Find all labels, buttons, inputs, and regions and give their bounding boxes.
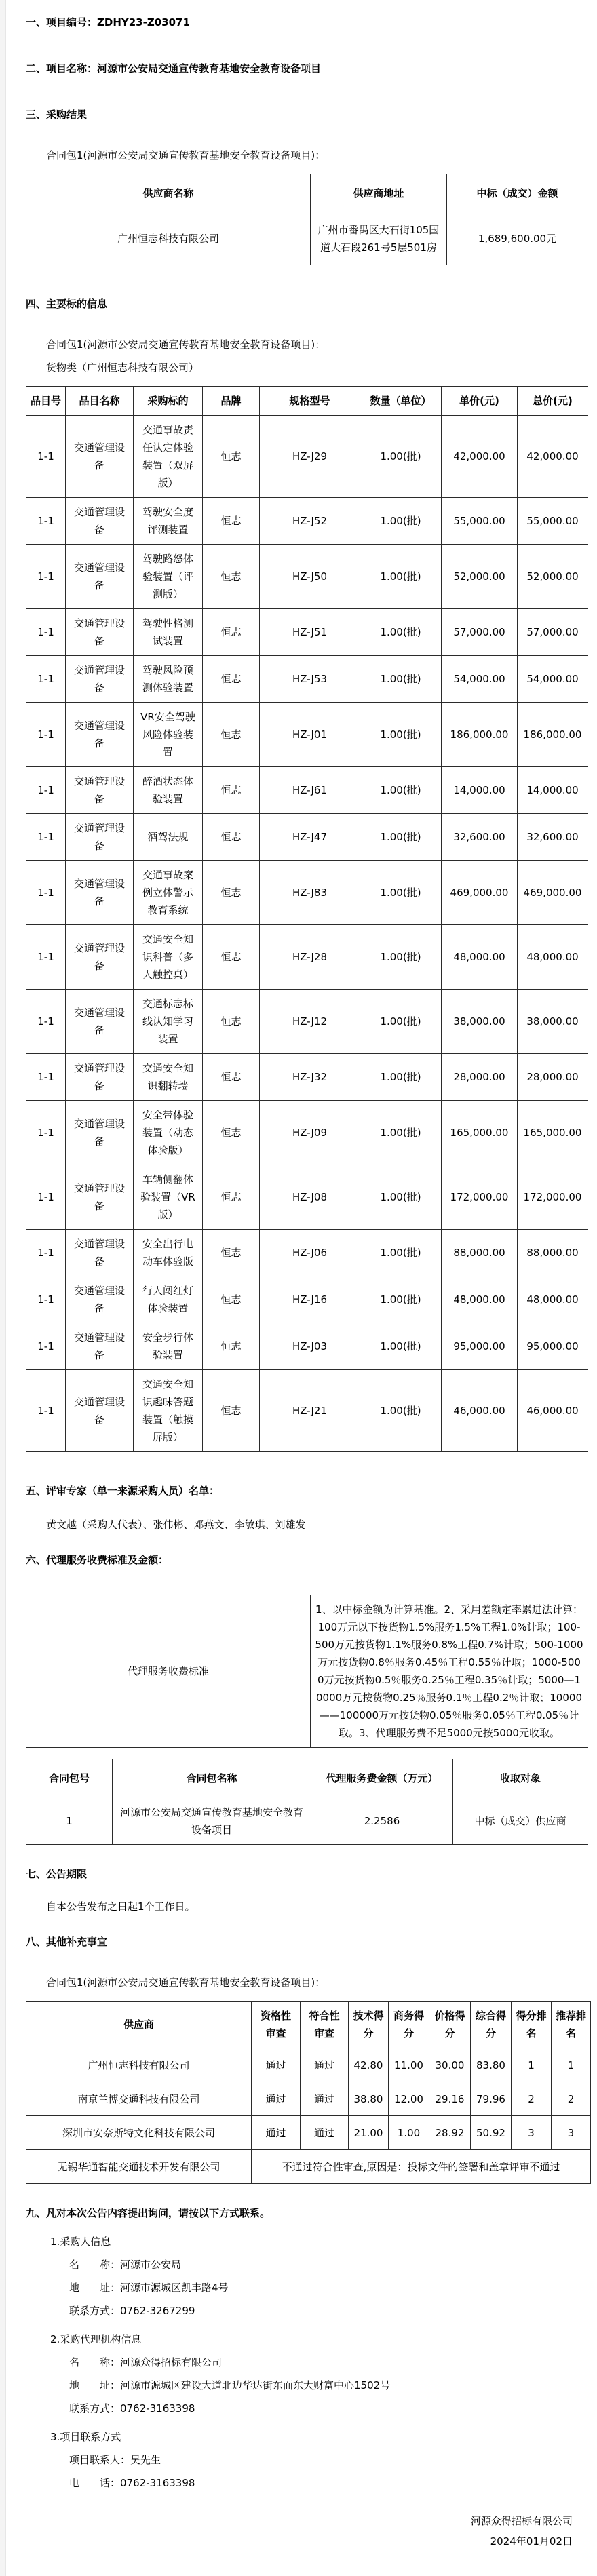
subject-cell: 交通事故案例立体警示教育系统 bbox=[134, 861, 203, 925]
table-row bbox=[26, 1101, 588, 1165]
brand-cell: 恒志 bbox=[203, 767, 260, 814]
total-price-cell: 95,000.00 bbox=[518, 1323, 588, 1370]
model-cell: HZ-J61 bbox=[260, 767, 360, 814]
project-name-heading: 二、项目名称：河源市公安局交通宣传教育基地安全教育设备项目 bbox=[26, 62, 322, 75]
total-price-cell: 469,000.00 bbox=[518, 861, 588, 925]
total-price-cell: 52,000.00 bbox=[518, 545, 588, 609]
unit-price-cell: 55,000.00 bbox=[442, 498, 518, 545]
item-no-cell: 1-1 bbox=[26, 1054, 66, 1101]
model-cell: HZ-J06 bbox=[260, 1230, 360, 1276]
item-name-cell: 交通管理设备 bbox=[66, 1323, 134, 1370]
agency-fee-heading: 六、代理服务收费标准及金额： bbox=[26, 1554, 169, 1566]
table-row bbox=[26, 416, 588, 498]
supplier-cell: 南京兰博交通科技有限公司 bbox=[26, 2082, 252, 2116]
table-row bbox=[26, 1230, 588, 1276]
col-subject: 采购标的 bbox=[134, 387, 203, 416]
col-supplier-name: 供应商名称 bbox=[26, 174, 311, 212]
result-package-label: 合同包1(河源市公安局交通宣传教育基地安全教育设备项目)： bbox=[46, 149, 326, 161]
supplier-cell: 广州恒志科技有限公司 bbox=[26, 2048, 252, 2082]
quantity-cell: 1.00(批) bbox=[360, 1323, 442, 1370]
model-cell: HZ-J16 bbox=[260, 1276, 360, 1323]
quantity-cell: 1.00(批) bbox=[360, 703, 442, 767]
col-price-score: 价格得分 bbox=[429, 2002, 471, 2048]
brand-cell: 恒志 bbox=[203, 990, 260, 1054]
purchaser-address-label: 地 址： bbox=[69, 2282, 121, 2294]
item-name-cell: 交通管理设备 bbox=[66, 1165, 134, 1230]
recommend-rank-cell: 2 bbox=[552, 2082, 591, 2116]
item-no-cell: 1-1 bbox=[26, 498, 66, 545]
table-row bbox=[26, 2048, 591, 2082]
model-cell: HZ-J08 bbox=[260, 1165, 360, 1230]
agency-name-label: 名 称： bbox=[69, 2356, 121, 2368]
col-fee-amount: 代理服务费金额（万元） bbox=[311, 1759, 453, 1797]
item-no-cell: 1-1 bbox=[26, 609, 66, 656]
total-price-cell: 186,000.00 bbox=[518, 703, 588, 767]
total-price-cell: 54,000.00 bbox=[518, 656, 588, 703]
model-cell: HZ-J32 bbox=[260, 1054, 360, 1101]
unit-price-cell: 172,000.00 bbox=[442, 1165, 518, 1230]
total-price-cell: 42,000.00 bbox=[518, 416, 588, 498]
table-row bbox=[26, 767, 588, 814]
tech-score-cell: 38.80 bbox=[349, 2082, 389, 2116]
subject-cell: 驾驶路怒体验装置（评测版） bbox=[134, 545, 203, 609]
supplier-cell: 深圳市安奈斯特文化科技有限公司 bbox=[26, 2116, 252, 2150]
item-name-cell: 交通管理设备 bbox=[66, 925, 134, 990]
price-score-cell: 30.00 bbox=[429, 2048, 471, 2082]
table-row bbox=[26, 498, 588, 545]
model-cell: HZ-J51 bbox=[260, 609, 360, 656]
model-cell: HZ-J01 bbox=[260, 703, 360, 767]
biz-score-cell: 12.00 bbox=[389, 2082, 429, 2116]
col-total-price: 总价(元) bbox=[518, 387, 588, 416]
table-row bbox=[26, 1165, 588, 1230]
col-supplier-address: 供应商地址 bbox=[311, 174, 447, 212]
quantity-cell: 1.00(批) bbox=[360, 925, 442, 990]
subject-cell: 驾驶性格测试装置 bbox=[134, 609, 203, 656]
supplier-address-cell: 广州市番禺区大石街105国道大石段261号5层501房 bbox=[311, 212, 447, 265]
table-header-row bbox=[26, 2002, 591, 2048]
unit-price-cell: 52,000.00 bbox=[442, 545, 518, 609]
table-row bbox=[26, 814, 588, 861]
fee-standard-text-cell: 1、以中标金额为计算基准。2、采用差额定率累进法计算：100万元以下按货物1.5%服务1.5%工程1.0%计取；100-500万元按货物1.1%服务0.8%工程0.7%计取；500-1000万元按货物0.8％服务0.45％工程0.55％计取；1000-5000万元按货物0.5％服务0.25％工程0.35％计取；5000—10000万元按货物0.25％服务0.1％工程0.2％计取；10000——100000万元按货物0.05％服务0.05％工程0.05％计取。3、代理服务费不足5000元按5000元收取。 bbox=[311, 1595, 588, 1748]
brand-cell: 恒志 bbox=[203, 1370, 260, 1452]
procurement-result-table bbox=[26, 174, 588, 265]
project-tel-value: 0762-3163398 bbox=[120, 2477, 195, 2489]
total-price-cell: 46,000.00 bbox=[518, 1370, 588, 1452]
subject-cell: 交通标志标线认知学习装置 bbox=[134, 990, 203, 1054]
table-row bbox=[26, 1054, 588, 1101]
score-rank-cell: 1 bbox=[512, 2048, 552, 2082]
col-biz-score: 商务得分 bbox=[389, 2002, 429, 2048]
subject-package-label: 合同包1(河源市公安局交通宣传教育基地安全教育设备项目)： bbox=[46, 338, 326, 351]
subject-cell: 酒驾法规 bbox=[134, 814, 203, 861]
model-cell: HZ-J53 bbox=[260, 656, 360, 703]
fee-amount-cell: 2.2586 bbox=[311, 1797, 453, 1845]
project-tel-line bbox=[69, 2476, 588, 2491]
table-header-row bbox=[26, 1759, 588, 1797]
item-no-cell: 1-1 bbox=[26, 814, 66, 861]
recommend-rank-cell: 1 bbox=[552, 2048, 591, 2082]
brand-cell: 恒志 bbox=[203, 814, 260, 861]
supplier-review-table bbox=[26, 2001, 591, 2184]
brand-cell: 恒志 bbox=[203, 703, 260, 767]
agency-fee-standard-table bbox=[26, 1595, 588, 1748]
quantity-cell: 1.00(批) bbox=[360, 814, 442, 861]
unit-price-cell: 186,000.00 bbox=[442, 703, 518, 767]
model-cell: HZ-J50 bbox=[260, 545, 360, 609]
item-name-cell: 交通管理设备 bbox=[66, 990, 134, 1054]
col-brand: 品牌 bbox=[203, 387, 260, 416]
quantity-cell: 1.00(批) bbox=[360, 1101, 442, 1165]
score-rank-cell: 2 bbox=[512, 2082, 552, 2116]
model-cell: HZ-J21 bbox=[260, 1370, 360, 1452]
table-row bbox=[26, 1370, 588, 1452]
table-row bbox=[26, 545, 588, 609]
total-score-cell: 79.96 bbox=[471, 2082, 512, 2116]
item-name-cell: 交通管理设备 bbox=[66, 703, 134, 767]
qualification-cell: 通过 bbox=[252, 2116, 301, 2150]
col-supplier: 供应商 bbox=[26, 2002, 252, 2048]
project-contact-value: 吴先生 bbox=[130, 2454, 161, 2466]
col-conformity-review: 符合性审查 bbox=[301, 2002, 349, 2048]
unit-price-cell: 88,000.00 bbox=[442, 1230, 518, 1276]
brand-cell: 恒志 bbox=[203, 861, 260, 925]
col-unit-price: 单价(元) bbox=[442, 387, 518, 416]
col-model: 规格型号 bbox=[260, 387, 360, 416]
subject-cell: 安全步行体验装置 bbox=[134, 1323, 203, 1370]
qualification-cell: 通过 bbox=[252, 2048, 301, 2082]
item-no-cell: 1-1 bbox=[26, 767, 66, 814]
procurement-result-heading: 三、采购结果 bbox=[26, 109, 88, 121]
item-name-cell: 交通管理设备 bbox=[66, 1370, 134, 1452]
score-rank-cell: 3 bbox=[512, 2116, 552, 2150]
price-score-cell: 29.16 bbox=[429, 2082, 471, 2116]
item-name-cell: 交通管理设备 bbox=[66, 609, 134, 656]
quantity-cell: 1.00(批) bbox=[360, 767, 442, 814]
subject-cell: 醉酒状态体验装置 bbox=[134, 767, 203, 814]
subject-cell: 交通安全知识科普（多人触控桌） bbox=[134, 925, 203, 990]
quantity-cell: 1.00(批) bbox=[360, 990, 442, 1054]
subject-cell: 交通安全知识翻转墙 bbox=[134, 1054, 203, 1101]
col-package-no: 合同包号 bbox=[26, 1759, 113, 1797]
brand-cell: 恒志 bbox=[203, 1054, 260, 1101]
quantity-cell: 1.00(批) bbox=[360, 416, 442, 498]
fee-standard-label-cell: 代理服务收费标准 bbox=[26, 1595, 311, 1748]
item-name-cell: 交通管理设备 bbox=[66, 656, 134, 703]
award-amount-cell: 1,689,600.00元 bbox=[447, 212, 588, 265]
unit-price-cell: 165,000.00 bbox=[442, 1101, 518, 1165]
quantity-cell: 1.00(批) bbox=[360, 498, 442, 545]
purchaser-address-value: 河源市源城区凯丰路4号 bbox=[120, 2282, 229, 2294]
unit-price-cell: 42,000.00 bbox=[442, 416, 518, 498]
subject-cell: 行人闯红灯体验装置 bbox=[134, 1276, 203, 1323]
agency-name-line bbox=[69, 2355, 588, 2370]
project-tel-label: 电 话： bbox=[69, 2477, 121, 2489]
table-row bbox=[26, 1323, 588, 1370]
item-name-cell: 交通管理设备 bbox=[66, 767, 134, 814]
item-no-cell: 1-1 bbox=[26, 545, 66, 609]
total-price-cell: 28,000.00 bbox=[518, 1054, 588, 1101]
signature-company: 河源众得招标有限公司 bbox=[470, 2515, 573, 2527]
item-name-cell: 交通管理设备 bbox=[66, 861, 134, 925]
table-row bbox=[26, 609, 588, 656]
agency-tel-value: 0762-3163398 bbox=[120, 2402, 195, 2415]
brand-cell: 恒志 bbox=[203, 1165, 260, 1230]
unit-price-cell: 38,000.00 bbox=[442, 990, 518, 1054]
col-package-name: 合同包名称 bbox=[113, 1759, 311, 1797]
unit-price-cell: 46,000.00 bbox=[442, 1370, 518, 1452]
agency-name-value: 河源众得招标有限公司 bbox=[120, 2356, 223, 2368]
unit-price-cell: 32,600.00 bbox=[442, 814, 518, 861]
project-contact-line bbox=[69, 2453, 588, 2467]
item-name-cell: 交通管理设备 bbox=[66, 1230, 134, 1276]
item-no-cell: 1-1 bbox=[26, 416, 66, 498]
model-cell: HZ-J52 bbox=[260, 498, 360, 545]
model-cell: HZ-J09 bbox=[260, 1101, 360, 1165]
purchaser-tel-line bbox=[69, 2303, 588, 2318]
quantity-cell: 1.00(批) bbox=[360, 656, 442, 703]
item-name-cell: 交通管理设备 bbox=[66, 1054, 134, 1101]
unit-price-cell: 469,000.00 bbox=[442, 861, 518, 925]
item-no-cell: 1-1 bbox=[26, 925, 66, 990]
purchaser-address-line bbox=[69, 2280, 588, 2295]
table-row bbox=[26, 1595, 588, 1748]
conformity-cell: 通过 bbox=[301, 2116, 349, 2150]
project-contact-heading: 3.项目联系方式 bbox=[50, 2431, 121, 2443]
col-item-name: 品目名称 bbox=[66, 387, 134, 416]
contact-heading: 九、凡对本次公告内容提出询问，请按以下方式联系。 bbox=[26, 2207, 271, 2219]
conformity-cell: 通过 bbox=[301, 2082, 349, 2116]
unit-price-cell: 28,000.00 bbox=[442, 1054, 518, 1101]
total-score-cell: 50.92 bbox=[471, 2116, 512, 2150]
biz-score-cell: 1.00 bbox=[389, 2116, 429, 2150]
agency-info-heading: 2.采购代理机构信息 bbox=[50, 2333, 142, 2345]
quantity-cell: 1.00(批) bbox=[360, 1370, 442, 1452]
project-number-heading: 一、项目编号：ZDHY23-Z03071 bbox=[26, 16, 190, 28]
agency-address-line bbox=[69, 2378, 588, 2393]
col-award-amount: 中标（成交）金额 bbox=[447, 174, 588, 212]
unit-price-cell: 14,000.00 bbox=[442, 767, 518, 814]
item-name-cell: 交通管理设备 bbox=[66, 498, 134, 545]
item-no-cell: 1-1 bbox=[26, 703, 66, 767]
qualification-cell: 通过 bbox=[252, 2082, 301, 2116]
purchaser-name-label: 名 称： bbox=[69, 2259, 121, 2271]
total-price-cell: 38,000.00 bbox=[518, 990, 588, 1054]
brand-cell: 恒志 bbox=[203, 545, 260, 609]
quantity-cell: 1.00(批) bbox=[360, 1276, 442, 1323]
brand-cell: 恒志 bbox=[203, 1101, 260, 1165]
table-row bbox=[26, 1276, 588, 1323]
item-no-cell: 1-1 bbox=[26, 861, 66, 925]
subject-cell: 驾驶安全度评测装置 bbox=[134, 498, 203, 545]
model-cell: HZ-J28 bbox=[260, 925, 360, 990]
package-no-cell: 1 bbox=[26, 1797, 113, 1845]
total-price-cell: 32,600.00 bbox=[518, 814, 588, 861]
col-score-rank: 得分排名 bbox=[512, 2002, 552, 2048]
subject-cell: 安全带体验装置（动态体验版） bbox=[134, 1101, 203, 1165]
table-row bbox=[26, 703, 588, 767]
table-row bbox=[26, 861, 588, 925]
purchaser-info-heading: 1.采购人信息 bbox=[50, 2236, 111, 2248]
table-row-failed-supplier bbox=[26, 2150, 591, 2184]
subject-category-label: 货物类（广州恒志科技有限公司） bbox=[46, 362, 199, 374]
item-no-cell: 1-1 bbox=[26, 1323, 66, 1370]
item-name-cell: 交通管理设备 bbox=[66, 416, 134, 498]
subject-cell: VR安全驾驶风险体验装置 bbox=[134, 703, 203, 767]
brand-cell: 恒志 bbox=[203, 925, 260, 990]
subject-cell: 安全出行电动车体验版 bbox=[134, 1230, 203, 1276]
table-row bbox=[26, 925, 588, 990]
total-price-cell: 48,000.00 bbox=[518, 1276, 588, 1323]
item-name-cell: 交通管理设备 bbox=[66, 545, 134, 609]
table-row bbox=[26, 2116, 591, 2150]
brand-cell: 恒志 bbox=[203, 1276, 260, 1323]
col-recommend-rank: 推荐排名 bbox=[552, 2002, 591, 2048]
subject-cell: 交通事故责任认定体验装置（双屏版） bbox=[134, 416, 203, 498]
model-cell: HZ-J03 bbox=[260, 1323, 360, 1370]
subject-cell: 交通安全知识趣味答题装置（触摸屏版） bbox=[134, 1370, 203, 1452]
signature-date: 2024年01月02日 bbox=[490, 2535, 573, 2548]
table-header-row bbox=[26, 387, 588, 416]
package-name-cell: 河源市公安局交通宣传教育基地安全教育设备项目 bbox=[113, 1797, 311, 1845]
subject-cell: 车辆侧翻体验装置（VR版） bbox=[134, 1165, 203, 1230]
col-total-score: 综合得分 bbox=[471, 2002, 512, 2048]
col-quantity: 数量（单位） bbox=[360, 387, 442, 416]
quantity-cell: 1.00(批) bbox=[360, 1230, 442, 1276]
conformity-cell: 通过 bbox=[301, 2048, 349, 2082]
notice-period-heading: 七、公告期限 bbox=[26, 1868, 88, 1880]
unit-price-cell: 57,000.00 bbox=[442, 609, 518, 656]
total-price-cell: 48,000.00 bbox=[518, 925, 588, 990]
item-no-cell: 1-1 bbox=[26, 1101, 66, 1165]
recommend-rank-cell: 3 bbox=[552, 2116, 591, 2150]
item-no-cell: 1-1 bbox=[26, 1230, 66, 1276]
fee-payer-cell: 中标（成交）供应商 bbox=[453, 1797, 588, 1845]
col-qualification-review: 资格性审查 bbox=[252, 2002, 301, 2048]
quantity-cell: 1.00(批) bbox=[360, 1054, 442, 1101]
model-cell: HZ-J29 bbox=[260, 416, 360, 498]
brand-cell: 恒志 bbox=[203, 656, 260, 703]
agency-tel-line bbox=[69, 2401, 588, 2416]
brand-cell: 恒志 bbox=[203, 1323, 260, 1370]
table-header-row bbox=[26, 174, 588, 212]
main-subject-table bbox=[26, 386, 588, 1452]
model-cell: HZ-J47 bbox=[260, 814, 360, 861]
col-fee-payer: 收取对象 bbox=[453, 1759, 588, 1797]
item-no-cell: 1-1 bbox=[26, 1165, 66, 1230]
experts-names: 黄文越（采购人代表）、张伟彬、邓燕文、李敏琪、刘雄发 bbox=[46, 1519, 306, 1531]
item-no-cell: 1-1 bbox=[26, 1370, 66, 1452]
purchaser-name-value: 河源市公安局 bbox=[120, 2259, 182, 2271]
item-name-cell: 交通管理设备 bbox=[66, 1276, 134, 1323]
total-score-cell: 83.80 bbox=[471, 2048, 512, 2082]
total-price-cell: 57,000.00 bbox=[518, 609, 588, 656]
supplier-cell: 无锡华通智能交通技术开发有限公司 bbox=[26, 2150, 252, 2184]
total-price-cell: 172,000.00 bbox=[518, 1165, 588, 1230]
unit-price-cell: 54,000.00 bbox=[442, 656, 518, 703]
purchaser-name-line bbox=[69, 2257, 588, 2272]
agency-address-label: 地 址： bbox=[69, 2379, 121, 2392]
supplier-name-cell: 广州恒志科技有限公司 bbox=[26, 212, 311, 265]
col-item-no: 品目号 bbox=[26, 387, 66, 416]
unit-price-cell: 48,000.00 bbox=[442, 1276, 518, 1323]
col-tech-score: 技术得分 bbox=[349, 2002, 389, 2048]
model-cell: HZ-J83 bbox=[260, 861, 360, 925]
biz-score-cell: 11.00 bbox=[389, 2048, 429, 2082]
quantity-cell: 1.00(批) bbox=[360, 861, 442, 925]
price-score-cell: 28.92 bbox=[429, 2116, 471, 2150]
item-no-cell: 1-1 bbox=[26, 990, 66, 1054]
quantity-cell: 1.00(批) bbox=[360, 609, 442, 656]
agency-address-value: 河源市源城区建设大道北边华达街东面东大财富中心1502号 bbox=[120, 2379, 391, 2392]
brand-cell: 恒志 bbox=[203, 416, 260, 498]
item-no-cell: 1-1 bbox=[26, 1276, 66, 1323]
supplement-package-label: 合同包1(河源市公安局交通宣传教育基地安全教育设备项目)： bbox=[46, 1976, 326, 1989]
item-name-cell: 交通管理设备 bbox=[66, 814, 134, 861]
purchaser-tel-label: 联系方式： bbox=[69, 2305, 121, 2317]
unit-price-cell: 48,000.00 bbox=[442, 925, 518, 990]
supplement-heading: 八、其他补充事宜 bbox=[26, 1936, 108, 1948]
total-price-cell: 88,000.00 bbox=[518, 1230, 588, 1276]
subject-cell: 驾驶风险预测体验装置 bbox=[134, 656, 203, 703]
experts-heading: 五、评审专家（单一来源采购人员）名单： bbox=[26, 1485, 220, 1497]
item-no-cell: 1-1 bbox=[26, 656, 66, 703]
brand-cell: 恒志 bbox=[203, 498, 260, 545]
brand-cell: 恒志 bbox=[203, 609, 260, 656]
tech-score-cell: 21.00 bbox=[349, 2116, 389, 2150]
item-name-cell: 交通管理设备 bbox=[66, 1101, 134, 1165]
main-subject-heading: 四、主要标的信息 bbox=[26, 298, 108, 310]
table-row bbox=[26, 1797, 588, 1845]
unit-price-cell: 95,000.00 bbox=[442, 1323, 518, 1370]
brand-cell: 恒志 bbox=[203, 1230, 260, 1276]
table-row bbox=[26, 990, 588, 1054]
table-row bbox=[26, 656, 588, 703]
agency-fee-amount-table bbox=[26, 1759, 588, 1845]
model-cell: HZ-J12 bbox=[260, 990, 360, 1054]
quantity-cell: 1.00(批) bbox=[360, 1165, 442, 1230]
total-price-cell: 55,000.00 bbox=[518, 498, 588, 545]
total-price-cell: 14,000.00 bbox=[518, 767, 588, 814]
total-price-cell: 165,000.00 bbox=[518, 1101, 588, 1165]
purchaser-tel-value: 0762-3267299 bbox=[120, 2305, 195, 2317]
project-contact-label: 项目联系人： bbox=[69, 2454, 131, 2466]
failed-reason-cell: 不通过符合性审查,原因是：投标文件的签署和盖章评审不通过 bbox=[252, 2150, 591, 2184]
agency-tel-label: 联系方式： bbox=[69, 2402, 121, 2415]
page-left-margin bbox=[0, 0, 6, 2576]
table-row bbox=[26, 212, 588, 265]
tech-score-cell: 42.80 bbox=[349, 2048, 389, 2082]
table-row bbox=[26, 2082, 591, 2116]
notice-period-text: 自本公告发布之日起1个工作日。 bbox=[46, 1900, 195, 1913]
quantity-cell: 1.00(批) bbox=[360, 545, 442, 609]
